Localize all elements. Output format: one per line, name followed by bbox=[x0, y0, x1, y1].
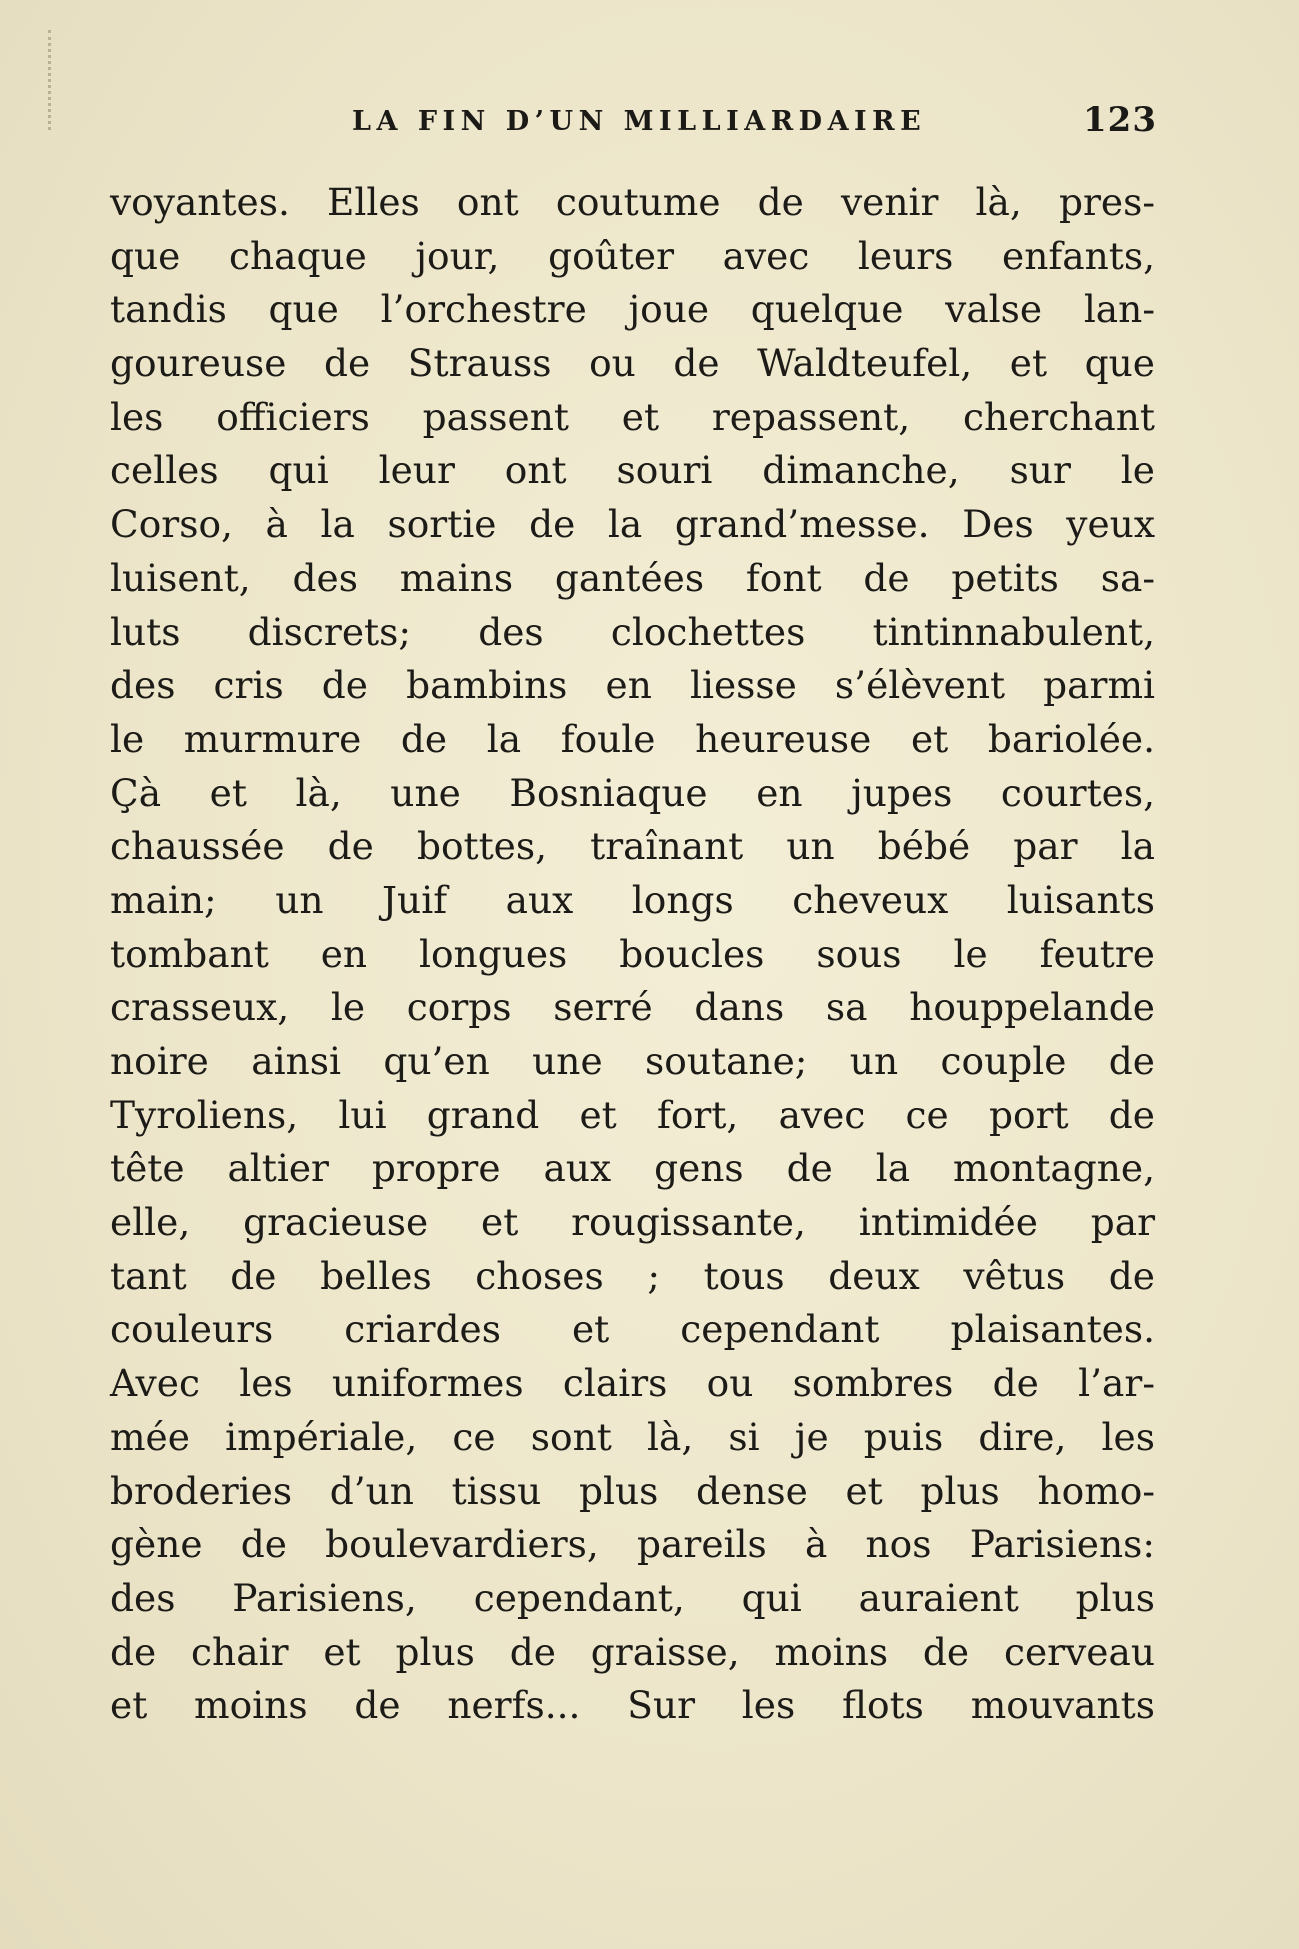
text-line: tombant en longues boucles sous le feutre bbox=[110, 931, 1155, 976]
text-line: goureuse de Strauss ou de Waldteufel, et que bbox=[110, 341, 1155, 386]
text-line: gène de boulevardiers, pareils à nos Parisiens: bbox=[110, 1522, 1155, 1567]
running-title: LA FIN D’UN MILLIARDAIRE bbox=[352, 106, 927, 137]
text-line: couleurs criardes et cependant plaisantes. bbox=[110, 1307, 1155, 1352]
text-line: et moins de nerfs... Sur les flots mouvants bbox=[110, 1683, 1155, 1728]
text-line: luts discrets; des clochettes tintinnabulent, bbox=[110, 609, 1155, 654]
text-line: le murmure de la foule heureuse et bariolée. bbox=[110, 716, 1155, 761]
text-line: de chair et plus de graisse, moins de cerveau bbox=[110, 1629, 1155, 1674]
text-line: des Parisiens, cependant, qui auraient plus bbox=[110, 1575, 1155, 1620]
text-line: broderies d’un tissu plus dense et plus homo- bbox=[110, 1468, 1155, 1513]
text-line: des cris de bambins en liesse s’élèvent parmi bbox=[110, 663, 1155, 708]
text-line: noire ainsi qu’en une soutane; un couple de bbox=[110, 1039, 1155, 1083]
page-edge-marks bbox=[48, 30, 57, 130]
text-line: crasseux, le corps serré dans sa houppelande bbox=[110, 985, 1155, 1030]
text-line: elle, gracieuse et rougissante, intimidée par bbox=[110, 1200, 1155, 1245]
text-line: Corso, à la sortie de la grand’messe. Des yeux bbox=[110, 502, 1155, 547]
text-line: celles qui leur ont souri dimanche, sur le bbox=[110, 448, 1155, 493]
page-number: 123 bbox=[1083, 100, 1157, 140]
text-line: mée impériale, ce sont là, si je puis dire, les bbox=[110, 1414, 1155, 1459]
text-line: Çà et là, une Bosniaque en jupes courtes, bbox=[110, 770, 1155, 815]
text-line: main; un Juif aux longs cheveux luisants bbox=[110, 877, 1155, 922]
text-line: les officiers passent et repassent, cherchant bbox=[110, 394, 1155, 439]
text-line: chaussée de bottes, traînant un bébé par la bbox=[110, 824, 1155, 869]
text-line: Avec les uniformes clairs ou sombres de l’ar- bbox=[110, 1361, 1155, 1406]
text-line: tête altier propre aux gens de la montagne, bbox=[110, 1146, 1155, 1191]
text-line: tant de belles choses ; tous deux vêtus de bbox=[110, 1253, 1155, 1298]
text-line: tandis que l’orchestre joue quelque valse lan- bbox=[110, 287, 1155, 332]
text-line: luisent, des mains gantées font de petits sa- bbox=[110, 555, 1155, 600]
text-line: que chaque jour, goûter avec leurs enfants, bbox=[110, 233, 1155, 278]
text-line: voyantes. Elles ont coutume de venir là, pres- bbox=[110, 180, 1155, 224]
body-text bbox=[110, 176, 1155, 1733]
text-line: Tyroliens, lui grand et fort, avec ce port de bbox=[110, 1092, 1155, 1137]
